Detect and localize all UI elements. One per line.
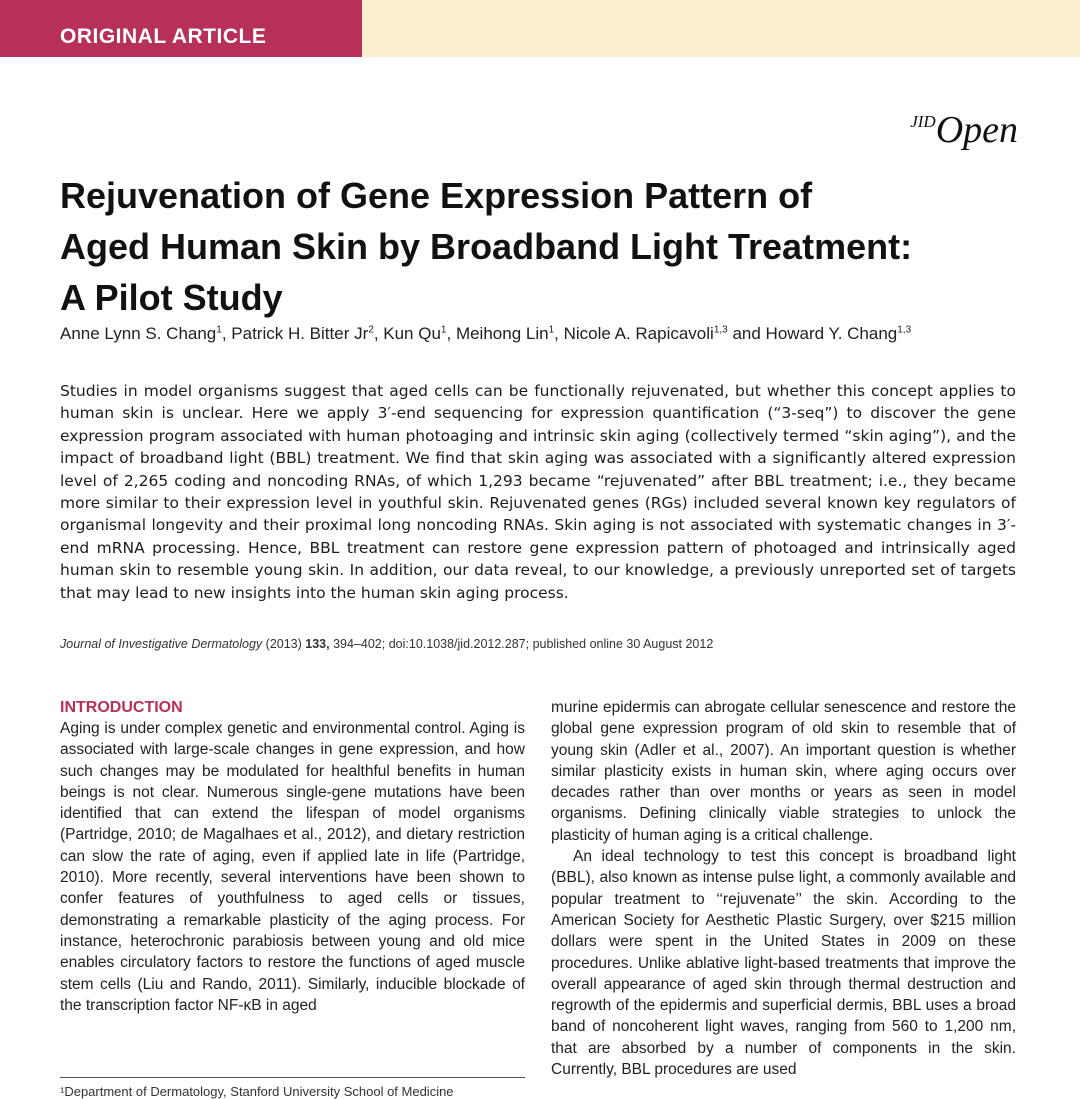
citation-line	[60, 637, 713, 651]
author-list: Anne Lynn S. Chang$^1$, Patrick H. Bitter Jr$^2$, Kun Qu$^1$, Meihong Lin$^1$, Nicole A. Rapicavoli$^{1,3}$ and Howard Y. Chang$^{1,3}$	[60, 324, 912, 343]
citation-year: (2013)	[262, 637, 306, 651]
author-joiner: and	[727, 324, 766, 343]
author-affiliation: 1,3	[713, 324, 728, 336]
journal-logo-prefix: JID	[910, 112, 936, 131]
citation-volume: 133,	[305, 637, 330, 651]
citation-details: 394–402; doi:10.1038/jid.2012.287; published online 30 August 2012	[329, 637, 714, 651]
author-name: Anne Lynn S. Chang	[60, 324, 217, 343]
article-title-line: A Pilot Study	[60, 277, 283, 318]
journal-logo	[910, 108, 1018, 152]
article-type-label: ORIGINAL ARTICLE	[60, 25, 267, 48]
article-title-line: Aged Human Skin by Broadband Light Treatment:	[60, 226, 913, 267]
author-name: Howard Y. Chang	[765, 324, 898, 343]
citation-journal: Journal of Investigative Dermatology	[60, 637, 263, 651]
author-affiliation: 1	[440, 324, 447, 336]
article-type-banner	[0, 0, 362, 57]
author-name: Kun Qu	[383, 324, 441, 343]
journal-logo-main: Open	[935, 109, 1018, 151]
abstract: Studies in model organisms suggest that aged cells can be functionally rejuvenated, but whether this concept applies to human skin is unclear. Here we apply 3′-end sequencing for expression quantification (“3-seq”) to discover the gene expression program associated with human photoaging and intrinsic skin aging (collectively termed “skin aging”), and the impact of broadband light (BBL) treatment. We find that skin aging was associated with a significantly altered expression level of 2,265 coding and noncoding RNAs, of which 1,293 became “rejuvenated” after BBL treatment; i.e., they became more similar to their expression level in youthful skin. Rejuvenated genes (RGs) included several known key regulators of organismal longevity and their proximal long noncoding RNAs. Skin aging is not associated with systematic changes in 3′-end mRNA processing. Hence, BBL treatment can restore gene expression pattern of photoaged and intrinsically aged human skin to resemble young skin. In addition, our data reveal, to our knowledge, a previously unreported set of targets that may lead to new insights into the human skin aging process.	[60, 382, 1016, 602]
author-affiliation: 2	[368, 324, 374, 336]
footnote-divider	[60, 1077, 525, 1078]
author-name: Patrick H. Bitter Jr	[231, 324, 369, 343]
body-column-left	[60, 697, 525, 1016]
author-name: Meihong Lin	[455, 324, 549, 343]
article-title	[60, 170, 1020, 323]
article-title-line: Rejuvenation of Gene Expression Pattern of	[60, 175, 813, 216]
author-affiliation: 1	[548, 324, 555, 336]
body-paragraph: Aging is under complex genetic and environmental control. Aging is associated with large-scale changes in gene expression, and how such changes may be modulated for healthful benefits in human beings is not clear. Numerous single-gene mutations have been identified that can extend the lifespan of model organisms (Partridge, 2010; de Magalhaes et al., 2012), and dietary restriction can slow the rate of aging, even if applied late in life (Partridge, 2010). More recently, several interventions have been shown to confer features of youthfulness to aged cells or tissues, demonstrating a remarkable plasticity of the aging process. For instance, heterochronic parabiosis between young and old mice enables circulatory factors to restore the functions of aged muscle stem cells (Liu and Rando, 2011). Similarly, inducible blockade of the transcription factor NF-κB in aged	[60, 720, 525, 1014]
author-affiliation: 1	[216, 324, 222, 336]
author-name: Nicole A. Rapicavoli	[563, 324, 714, 343]
body-paragraph: murine epidermis can abrogate cellular senescence and restore the global gene expression program of old skin to resemble that of young skin (Adler et al., 2007). An important question is whether similar plasticity exists in human skin, where aging occurs over decades rather than over months or years as seen in model organisms. Defining clinically viable strategies to unlock the plasticity of human aging is a critical challenge.	[551, 699, 1016, 844]
body-paragraph: An ideal technology to test this concept is broadband light (BBL), also known as intense pulse light, a commonly available and popular treatment to ‘‘rejuvenate’’ the skin. According to the American Society for Aesthetic Plastic Surgery, over $215 million dollars were spent in the United States in 2009 on these procedures. Unlike ablative light-based treatments that improve the overall appearance of aged skin through thermal destruction and regrowth of the epidermis and superficial dermis, BBL uses a broad band of noncoherent light waves, ranging from 560 to 1,200 nm, that are absorbed by a number of components in the skin. Currently, BBL procedures are used	[551, 848, 1016, 1079]
author-affiliation: 1,3	[897, 324, 912, 336]
body-column-right	[551, 697, 1016, 1080]
affiliation-footnote: ¹Department of Dermatology, Stanford University School of Medicine	[60, 1084, 454, 1099]
section-heading: INTRODUCTION	[60, 699, 183, 716]
